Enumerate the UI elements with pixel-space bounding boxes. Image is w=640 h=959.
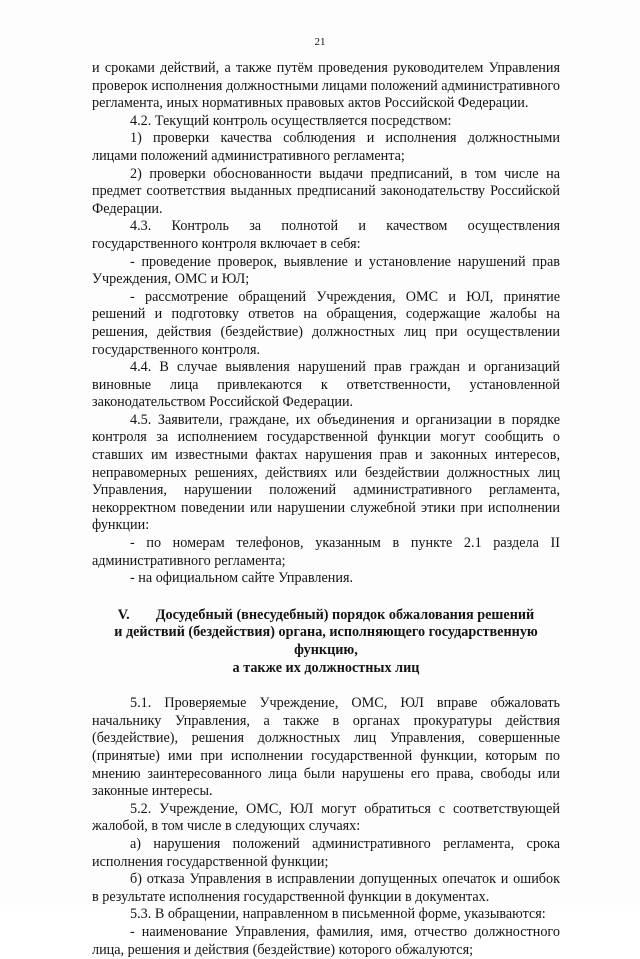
paragraph-4-3-1: - проведение проверок, выявление и установление нарушений прав Учреждения, ОМС и ЮЛ; [92, 253, 560, 288]
paragraph-5-2-b: б) отказа Управления в исправлении допущенных опечаток и ошибок в результате исполнения государственной функции в документах. [92, 871, 560, 905]
paragraph-5-2: 5.2. Учреждение, ОМС, ЮЛ могут обратиться с соответствующей жалобой, в том числе в следующих случаях: [92, 800, 560, 835]
heading-text-1: Досудебный (внесудебный) порядок обжалования решений [155, 606, 535, 623]
section-number: V. [117, 606, 130, 623]
heading-line-1 [92, 607, 560, 625]
heading-line-3: а также их должностных лиц [232, 659, 420, 676]
paragraph-4-2: 4.2. Текущий контроль осуществляется посредством: [130, 112, 452, 129]
paragraph-4-5-1: - по номерам телефонов, указанным в пункте 2.1 раздела II административного регламента; [92, 535, 560, 569]
paragraph-5-3-1: - наименование Управления, фамилия, имя, отчество должностного лица, решения и действия (бездействие) которого обжалуются; [92, 923, 560, 958]
paragraph-4-5: 4.5. Заявители, граждане, их объединения и организации в порядке контроля за исполнением государственной функции могут сообщить о ставших им известными фактах нарушения прав и законных интересов, неправомерных решениях, действиях или бездействии должностных лиц Управления, нарушении положений административного регламента, некорректном поведении или нарушении служебной этики при исполнении функции: [92, 411, 560, 534]
paragraph-5-1: 5.1. Проверяемые Учреждение, ОМС, ЮЛ вправе обжаловать начальнику Управления, а также в органах прокуратуры действия (бездействие), решения должностных лиц Управления, совершенные (принятые) ими при исполнении государственной функции, которым по мнению заинтересованного лица были нарушены его права, свободы или законные интересы. [92, 695, 560, 800]
section-5-heading [92, 607, 560, 677]
paragraph-4-2-1: 1) проверки качества соблюдения и исполнения должностными лицами положений административного регламента; [92, 130, 560, 164]
paragraph-4-5-2: - на официальном сайте Управления. [130, 570, 354, 587]
paragraph-5-2-a: а) нарушения положений административного регламента, срока исполнения государственной функции; [92, 835, 560, 870]
paragraph-4-3-2: - рассмотрение обращений Учреждения, ОМС и ЮЛ, принятие решений и подготовку ответов на обращения, содержащие жалобы на решения, действия (бездействие) должностных лиц при осуществлении государственного контроля. [92, 288, 560, 358]
paragraph-4-2-2: 2) проверки обоснованности выдачи предписаний, в том числе на предмет соответствия выданных предписаний законодательству Российской Федерации. [92, 165, 560, 217]
paragraph-4-3: 4.3. Контроль за полнотой и качеством осуществления государственного контроля включает в себя: [92, 218, 560, 252]
paragraph-5-3: 5.3. В обращении, направленном в письменной форме, указываются: [130, 906, 546, 923]
document-body [92, 60, 560, 959]
paragraph-continuation: и сроками действий, а также путём проведения руководителем Управления проверок исполнения должностными лицами положений административного регламента, иных нормативных правовых актов Российской Федерации. [92, 60, 560, 112]
paragraph-4-4: 4.4. В случае выявления нарушений прав граждан и организаций виновные лица привлекаются к ответственности, установленной законодательством Российской Федерации. [92, 359, 560, 411]
page-number: 21 [314, 36, 326, 48]
heading-line-2: и действий (бездействия) органа, исполняющего государственную функцию, [114, 624, 538, 658]
